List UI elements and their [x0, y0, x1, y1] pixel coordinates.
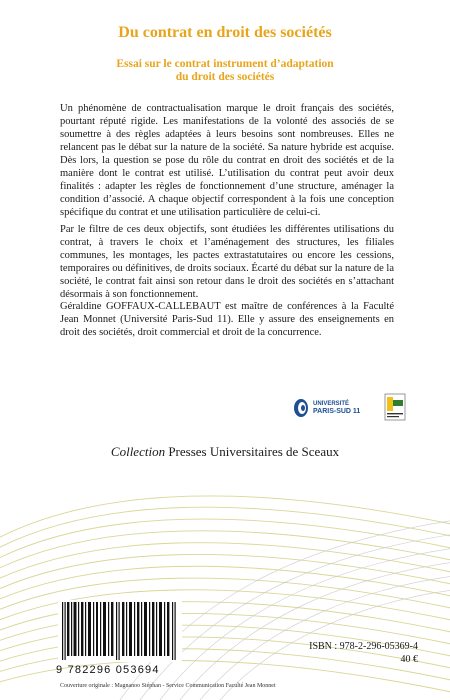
book-subtitle: [0, 58, 450, 84]
author-bio: [60, 300, 394, 339]
subtitle-line-1: Essai sur le contrat instrument d’adaptation: [116, 58, 334, 70]
collection-line: [0, 444, 450, 460]
universite-paris-sud-logo: [294, 399, 360, 417]
collection-label: Collection: [110, 444, 166, 459]
paris-sud-label: PARIS-SUD 11: [313, 408, 361, 415]
collection-name: Presses Universitaires de Sceaux: [168, 444, 340, 459]
summary-text-1: Un phénomène de contractualisation marque le droit français des sociétés, pourtant réputé rigide. Les manifestations de la volonté des associés de se soumettre à des règles adaptées à leurs besoins sont nombreuses. Elles ne relancent pas le débat sur la nature de la société. Sa nature hybride est acquise. Dès lors, la question se pose du rôle du contrat en droit des sociétés et de la manière dont le contrat est utilisé. L’utilisation du contrat peut avoir deux finalités : adapter les règles de fonctionnement d’une structure, aménager la condition d’associé. A chaque objectif correspondent à la fois une conception spécifique du contrat et une utilisation particulière de celui-ci.: [60, 103, 394, 218]
faculty-logo-icon: [385, 394, 405, 420]
universite-label: UNIVERSITÉ: [313, 401, 350, 407]
barcode: [58, 600, 182, 662]
summary-paragraph-2: [60, 223, 394, 301]
barcode-number: 9 782296 053694: [56, 664, 160, 676]
cover-credits: Couverture originale : Magnanoo Stéphan - Service Communication Faculté Jean Monnet: [60, 683, 276, 689]
price-label: 40 €: [400, 654, 418, 665]
publisher-logos: [293, 392, 413, 424]
summary-text-2: Par le filtre de ces deux objectifs, sont étudiées les différentes utilisations du contrat, à travers le choix et l’aménagement des structures, les filiales communes, les montages, les pactes extrastatutaires ou encore les cessions, temporaires ou définitives, de droits sociaux. Écarté du débat sur la nature de la société, le contrat fait ainsi son retour dans le droit des sociétés en s’attachant désormais à son fonctionnement.: [60, 224, 394, 300]
subtitle-line-2: du droit des sociétés: [175, 71, 275, 83]
author-bio-text: Géraldine GOFFAUX-CALLEBAUT est maître de conférences à la Faculté Jean Monnet (Université Paris-Sud 11). Elle y assure des enseignements en droit des sociétés, droit commercial et droit de la concurrence.: [60, 301, 394, 338]
isbn-label: ISBN : 978-2-296-05369-4: [309, 641, 418, 652]
book-title: Du contrat en droit des sociétés: [118, 24, 332, 41]
summary-paragraph-1: [60, 102, 394, 219]
